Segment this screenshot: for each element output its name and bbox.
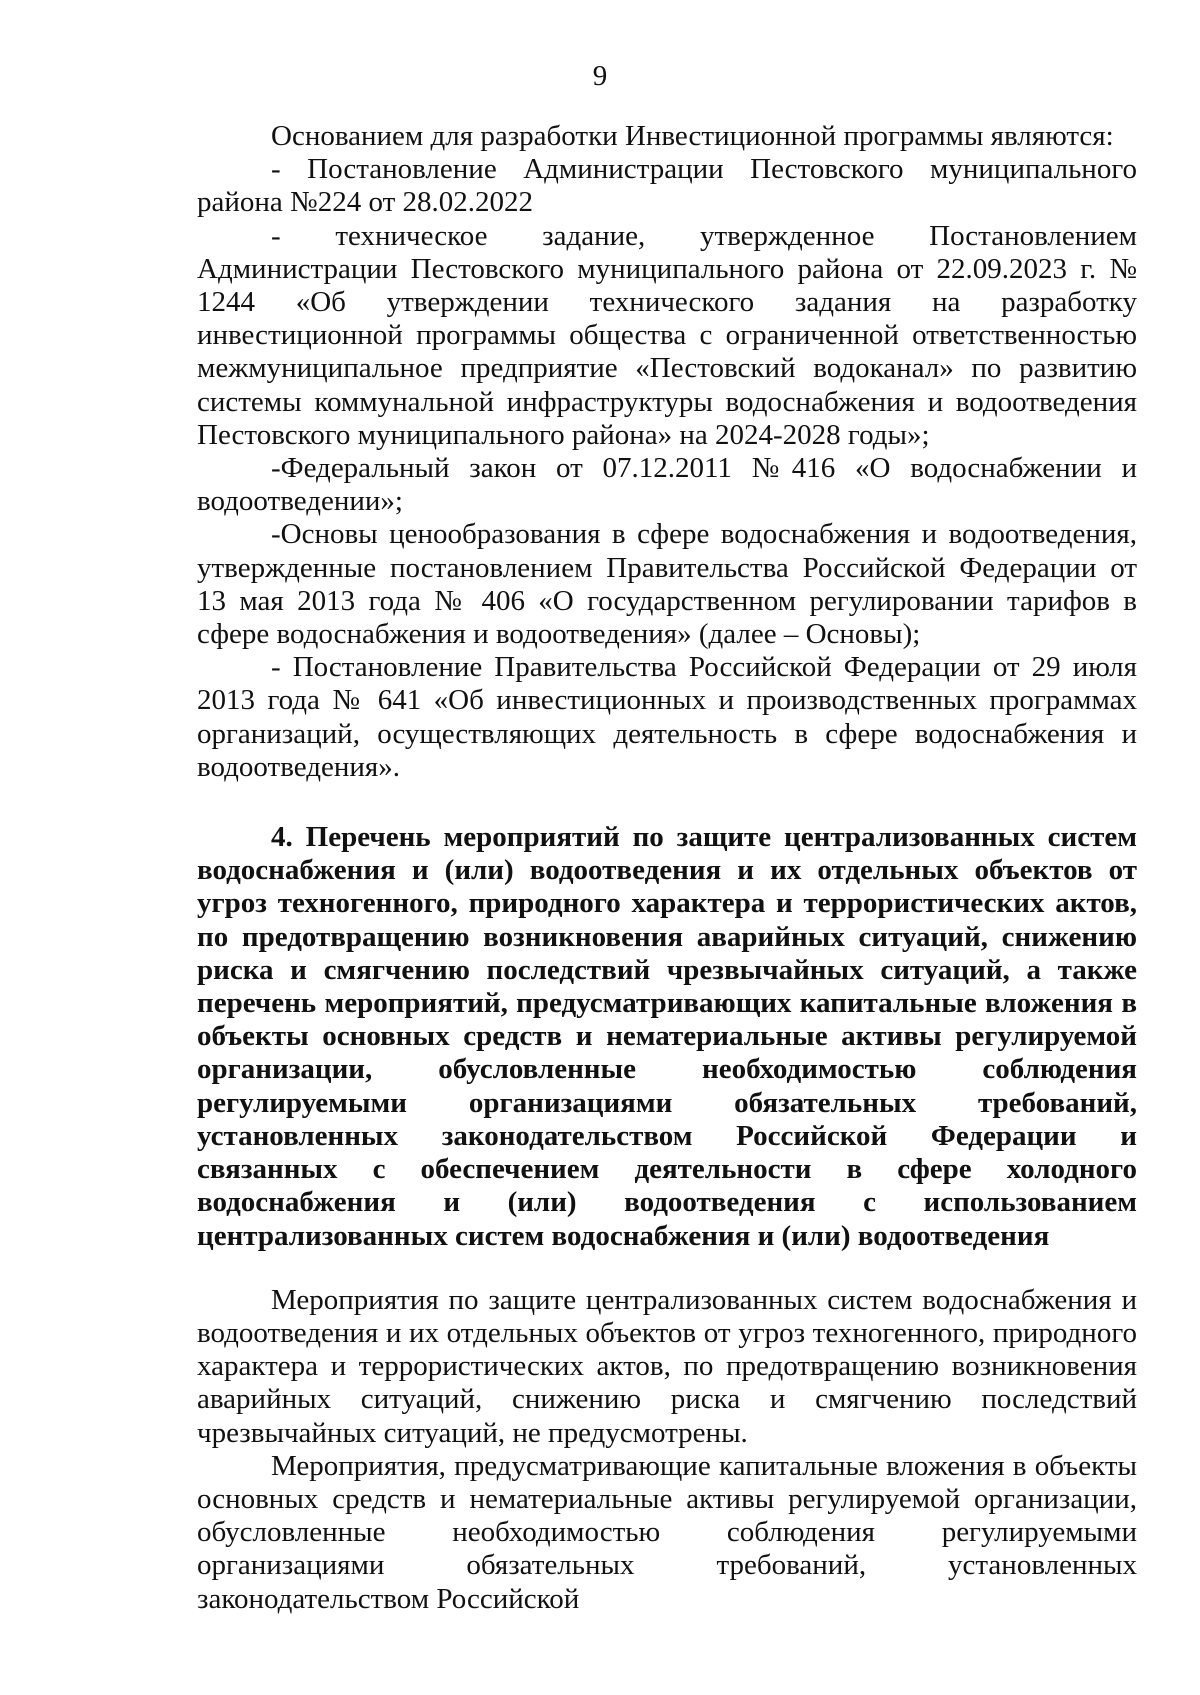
intro-paragraph: Основанием для разработки Инвестиционной программы являются: (271, 120, 1114, 152)
basis-item-pricing-principles: -Основы ценообразования в сфере водоснабжения и водоотведения, утвержденные постановлением Правительства Российской Федерации от 13 мая 2013 года № 406 «О государственном регулировании тарифов в сфере водоснабжения и водоотведения» (далее – Основы); (197, 518, 1137, 651)
body-paragraph-capital-investments: Мероприятия, предусматривающие капитальные вложения в объекты основных средств и нематериальные активы регулируемой организации, обусловленные необходимостью соблюдения регулируемыми организациями обязательных требований, установленных законодательством Российской (197, 1449, 1137, 1615)
basis-item-resolution-641: - Постановление Правительства Российской Федерации от 29 июля 2013 года № 641 «Об инвестиционных и производственных программах организаций, осуществляющих деятельность в сфере водоснабжения и водоотведения». (197, 651, 1137, 783)
section-heading: 4. Перечень мероприятий по защите централизованных систем водоснабжения и (или) водоотведения и их отдельных объектов от угроз техногенного, природного характера и террористических актов, по предотвращению возникновения аварийных ситуаций, снижению риска и смягчению последствий чрезвычайных ситуаций, а также перечень мероприятий, предусматривающих капитальные вложения в объекты основных средств и нематериальные активы регулируемой организации, обусловленные необходимостью соблюдения регулируемыми организациями обязательных требований, установленных законодательством Российской Федерации и связанных с обеспечением деятельности в сфере холодного водоснабжения и (или) водоотведения с использованием централизованных систем водоснабжения и (или) водоотведения (197, 821, 1137, 1252)
body-paragraph-protection-measures: Мероприятия по защите централизованных систем водоснабжения и водоотведения и их отдельных объектов от угроз техногенного, природного характера и террористических актов, по предотвращению возникновения аварийных ситуаций, снижению риска и смягчению последствий чрезвычайных ситуаций, не предусмотрены. (197, 1283, 1137, 1449)
basis-item-technical-task: - техническое задание, утвержденное Постановлением Администрации Пестовского муниципального района от 22.09.2023 г. № 1244 «Об утверждении технического задания на разработку инвестиционной программы общества с ограниченной ответственностью межмуниципальное предприятие «Пестовский водоканал» по развитию системы коммунальной инфраструктуры водоснабжения и водоотведения Пестовского муниципального района» на 2024-2028 годы»; (197, 219, 1137, 451)
page-content (197, 120, 1137, 1616)
basis-item-resolution-224: - Постановление Администрации Пестовского муниципального района №224 от 28.02.2022 (197, 153, 1137, 219)
page-number: 9 (592, 60, 608, 92)
basis-item-federal-law-416: -Федеральный закон от 07.12.2011 №416 «О водоснабжении и водоотведении»; (197, 452, 1137, 518)
